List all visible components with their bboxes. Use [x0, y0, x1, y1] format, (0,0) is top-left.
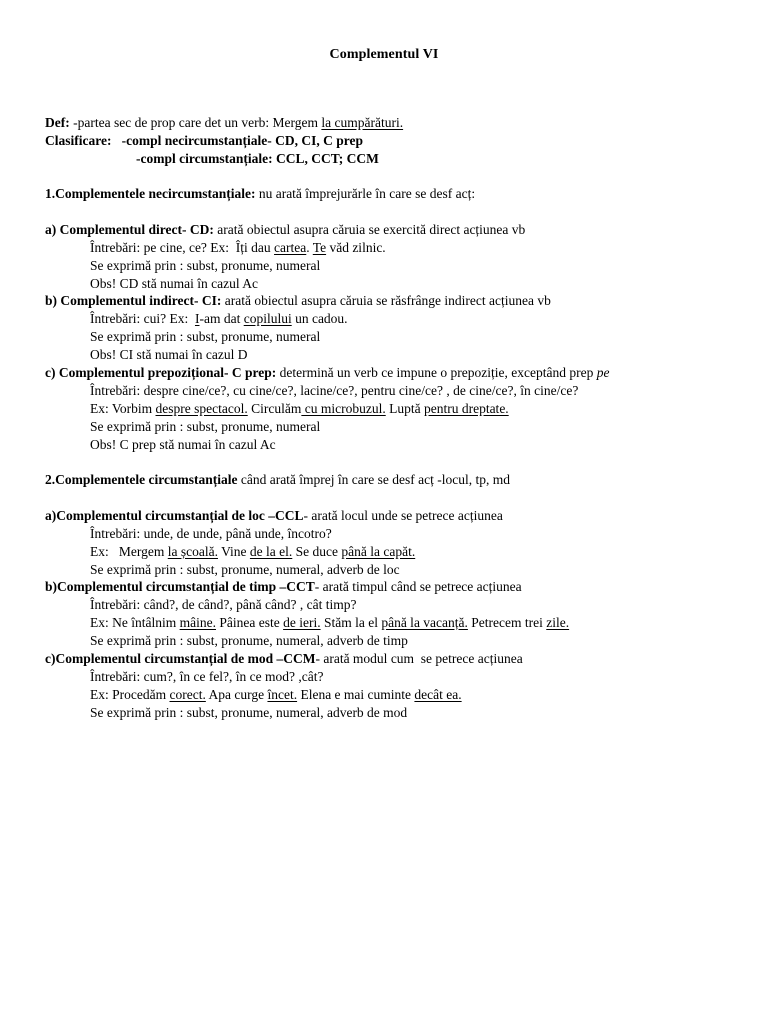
cprep-ex-underlined-3: pentru dreptate. [423, 401, 509, 416]
ci-heading: b) Complementul indirect- CI: [45, 293, 222, 308]
ci-example-underlined-2: copilului [243, 311, 292, 326]
def-label: Def: [45, 115, 70, 130]
cd-example-underlined-2: Te [312, 240, 327, 255]
definition-line [45, 115, 403, 131]
cd-obs: Obs! CD stă numai în cazul Ac [90, 276, 258, 291]
ccl-expression: Se exprimă prin : subst, pronume, numeral, adverb de loc [90, 562, 400, 577]
cprep-examples [90, 401, 509, 417]
cct-ex-mid-3: Petrecem trei [467, 615, 547, 630]
cct-ex-underlined-3: până la vacanță. [381, 615, 468, 630]
ci-text: arată obiectul asupra căruia se răsfrânge indirect acțiunea vb [221, 293, 551, 308]
ccl-ex-underlined-2: de la el. [249, 544, 293, 559]
cd-text: arată obiectul asupra căruia se exercită direct acțiunea vb [213, 222, 526, 237]
cprep-italic: pe [596, 365, 610, 380]
ccl-text: - arată locul unde se petrece acțiunea [303, 508, 503, 523]
cprep-heading-line [45, 365, 609, 381]
ccm-ex-underlined-1: corect. [169, 687, 206, 702]
cct-text: - arată timpul când se petrece acțiunea [314, 579, 522, 594]
ccm-ex-label: Ex: Procedăm [90, 687, 170, 702]
ci-expression: Se exprimă prin : subst, pronume, numeral [90, 329, 321, 344]
section-2-heading [45, 472, 510, 488]
ccl-heading-line [45, 508, 503, 524]
ccm-questions: Întrebări: cum?, în ce fel?, în ce mod? ,cât? [90, 669, 324, 684]
cprep-expression: Se exprimă prin : subst, pronume, numeral [90, 419, 321, 434]
ccl-heading: a)Complementul circumstanțial de loc –CCL [45, 508, 304, 523]
classification-item-2: -compl circumstanțiale: CCL, CCT; CCM [136, 151, 379, 166]
cct-ex-underlined-4: zile. [546, 615, 570, 630]
ccl-ex-underlined-1: la școală. [167, 544, 218, 559]
cct-ex-underlined-1: mâine. [179, 615, 216, 630]
ci-questions-text: Întrebări: cui? Ex: [90, 311, 195, 326]
page-title: Complementul VI [329, 47, 439, 62]
cprep-obs: Obs! C prep stă numai în cazul Ac [90, 437, 276, 452]
ccl-questions: Întrebări: unde, de unde, până unde, încotro? [90, 526, 332, 541]
cct-heading: b)Complementul circumstanțial de timp –CCT [45, 579, 315, 594]
cct-ex-label: Ex: Ne întâlnim [90, 615, 180, 630]
cprep-ex-underlined-2: cu microbuzul. [301, 401, 386, 416]
ccm-ex-mid-2: Elena e mai cuminte [297, 687, 415, 702]
ccm-ex-mid-1: Apa curge [205, 687, 268, 702]
ccm-ex-underlined-3: decât ea. [414, 687, 462, 702]
section-2-text: când arată împrej în care se desf acț -locul, tp, md [237, 472, 510, 487]
ccm-heading: c)Complementul circumstanțial de mod –CCM [45, 651, 316, 666]
def-text: -partea sec de prop care det un verb: Mergem [69, 115, 322, 130]
ccl-ex-mid-2: Se duce [292, 544, 342, 559]
section-1-title: 1.Complementele necircumstanțiale: [45, 186, 256, 201]
classification-line-2 [136, 151, 379, 167]
ccl-ex-label: Ex: Mergem [90, 544, 168, 559]
ccm-examples [90, 687, 462, 703]
ccm-expression: Se exprimă prin : subst, pronume, numeral, adverb de mod [90, 705, 408, 720]
section-2-title: 2.Complementele circumstanțiale [45, 472, 238, 487]
ci-questions [90, 311, 348, 327]
classification-label: Clasificare: [45, 133, 112, 148]
cprep-text: determină un verb ce impune o prepoziție, exceptând prep [276, 365, 597, 380]
cd-heading: a) Complementul direct- CD: [45, 222, 214, 237]
ccm-text: - arată modul cum se petrece acțiunea [315, 651, 523, 666]
ccm-ex-underlined-2: încet. [267, 687, 298, 702]
classification-item-1: -compl necircumstanțiale- CD, CI, C prep [111, 133, 363, 148]
ci-heading-line [45, 293, 551, 309]
cprep-heading: c) Complementul prepozițional- C prep: [45, 365, 277, 380]
ci-example-mid: -am dat [199, 311, 244, 326]
ccl-examples [90, 544, 415, 560]
ccl-ex-mid-1: Vine [217, 544, 250, 559]
ccm-heading-line [45, 651, 523, 667]
cct-heading-line [45, 579, 522, 595]
cct-ex-underlined-2: de ieri. [283, 615, 321, 630]
cd-questions [90, 240, 386, 256]
cct-expression: Se exprimă prin : subst, pronume, numeral, adverb de timp [90, 633, 408, 648]
def-example: la cumpărături. [321, 115, 404, 130]
cprep-questions: Întrebări: despre cine/ce?, cu cine/ce?, lacine/ce?, pentru cine/ce? , de cine/ce?, în cine/ce? [90, 383, 579, 398]
classification-line-1 [45, 133, 363, 149]
cprep-ex-label: Ex: Vorbim [90, 401, 156, 416]
ci-obs: Obs! CI stă numai în cazul D [90, 347, 248, 362]
cprep-ex-mid-2: Luptă [385, 401, 424, 416]
cct-ex-mid-1: Pâinea este [215, 615, 284, 630]
cd-example-underlined-1: cartea [274, 240, 307, 255]
cprep-ex-underlined-1: despre spectacol. [155, 401, 248, 416]
ci-example-tail: un cadou. [291, 311, 348, 326]
ccl-ex-underlined-3: până la capăt. [341, 544, 416, 559]
cd-questions-text: Întrebări: pe cine, ce? Ex: Îți dau [90, 240, 275, 255]
ci-example-underlined-1: I [194, 311, 200, 326]
cct-examples [90, 615, 569, 631]
cd-example-tail: văd zilnic. [326, 240, 386, 255]
section-1-text: nu arată împrejurărle în care se desf acț: [255, 186, 476, 201]
section-1-heading [45, 186, 475, 202]
cd-expression: Se exprimă prin : subst, pronume, numeral [90, 258, 321, 273]
cct-ex-mid-2: Stăm la el [320, 615, 382, 630]
cd-heading-line [45, 222, 525, 238]
cct-questions: Întrebări: când?, de când?, până când? , cât timp? [90, 597, 357, 612]
cprep-ex-mid-1: Circulăm [247, 401, 302, 416]
cd-example-sep: . [306, 240, 313, 255]
